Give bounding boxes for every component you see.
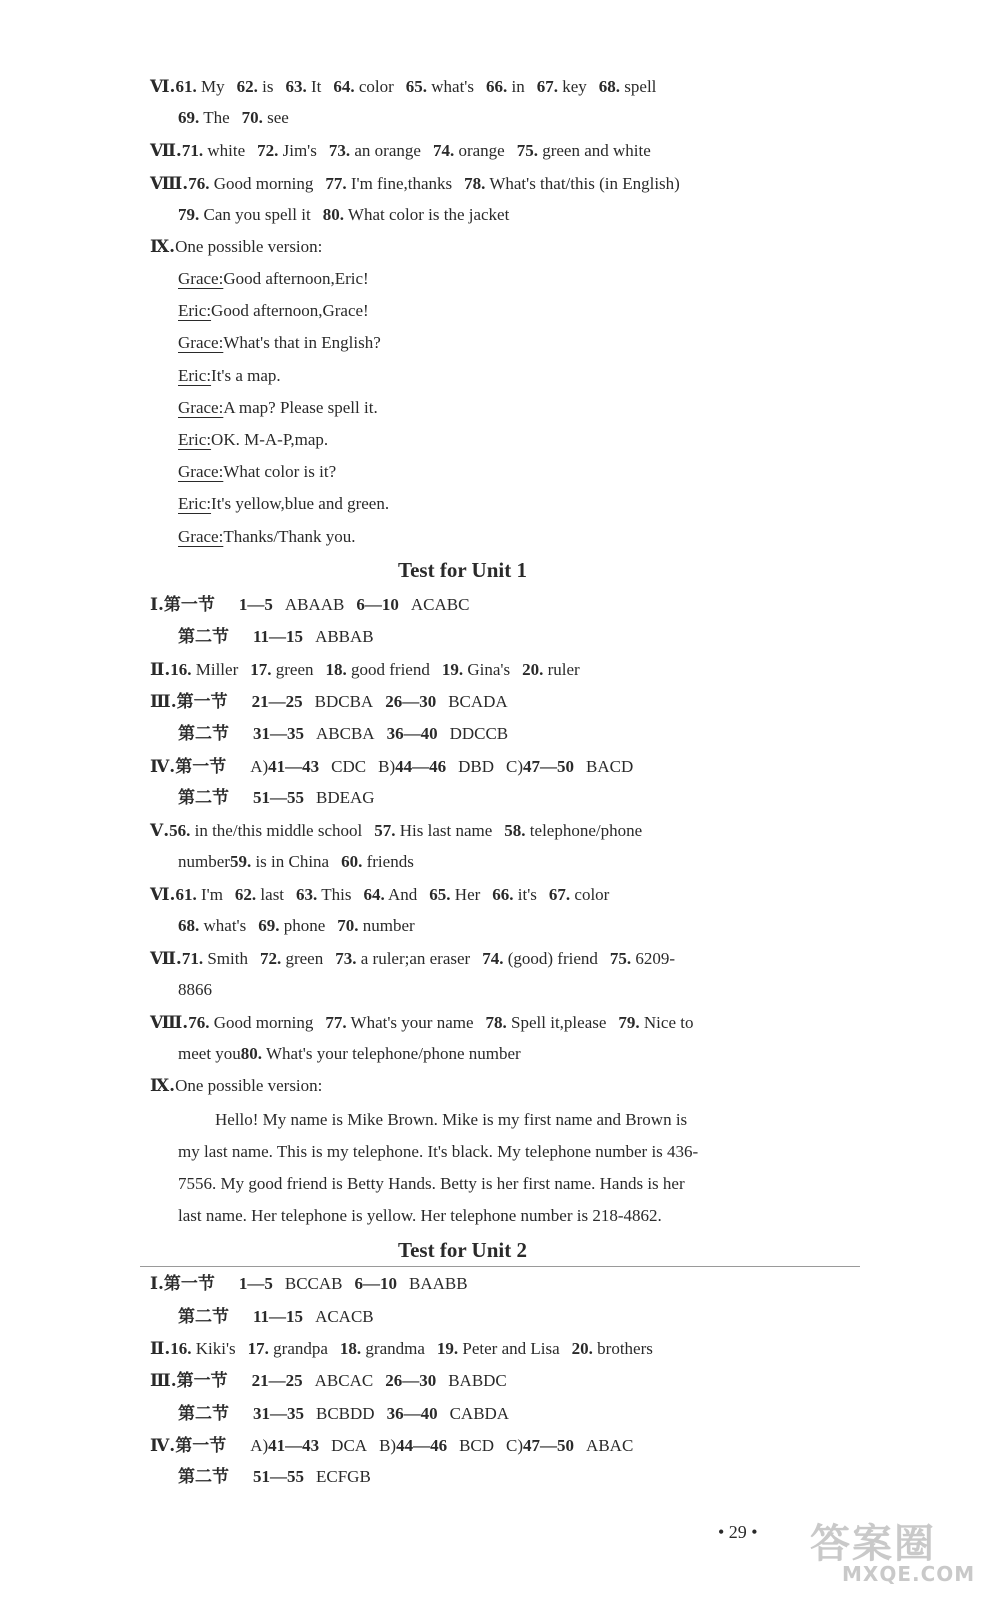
- item-answer: I'm: [196, 885, 223, 904]
- speaker-label: Grace:: [178, 397, 224, 417]
- answer: BCD: [459, 1436, 495, 1455]
- section-label: 第一节: [175, 757, 227, 776]
- answer-list: [182, 141, 663, 160]
- roman-numeral: Ⅵ.: [150, 77, 176, 97]
- watermark-text: 答案圈: [810, 1521, 936, 1567]
- section-label: 第二节: [178, 627, 229, 646]
- item-answer: last: [256, 885, 285, 904]
- range: 47—50: [523, 757, 575, 776]
- roman-numeral: Ⅷ.: [150, 1013, 189, 1033]
- item-number: 65.: [405, 77, 428, 96]
- u1-iii-line2: [178, 723, 508, 745]
- u1-iv-line2: [178, 787, 375, 809]
- version-label: One possible version:: [175, 1076, 323, 1095]
- dialogue-line: [178, 461, 336, 483]
- range: 36—40: [386, 1404, 438, 1423]
- item-answer: This: [317, 885, 352, 904]
- range: 36—40: [386, 724, 438, 743]
- roman-numeral: Ⅸ.: [150, 237, 176, 257]
- watermark-logo: [790, 1512, 990, 1592]
- answer-list: [169, 821, 654, 840]
- u2-iv-line1: [150, 1435, 633, 1457]
- range: 44—46: [396, 1436, 448, 1455]
- continued-text: meet you: [178, 1044, 241, 1063]
- item-number: 76.: [188, 1013, 210, 1032]
- item-answer: in the/this middle school: [190, 821, 363, 840]
- u2-iii-line1: [150, 1370, 507, 1392]
- item-number: 66.: [486, 77, 508, 96]
- item-number: 65.: [429, 885, 451, 904]
- section-label: 第二节: [178, 724, 229, 743]
- item-answer: white: [203, 141, 246, 160]
- roman-numeral: Ⅴ.: [150, 821, 170, 841]
- u2-i-line1: [150, 1273, 468, 1295]
- answer: ABCAC: [314, 1371, 374, 1390]
- part-label: B): [379, 1436, 397, 1455]
- roman-numeral: Ⅳ.: [150, 757, 176, 777]
- item-answer: spell: [620, 77, 657, 96]
- dialogue-text: A map? Please spell it.: [223, 397, 378, 417]
- dialogue-line: [178, 429, 328, 451]
- item-answer: green: [271, 660, 314, 679]
- range: 31—35: [253, 724, 304, 743]
- speaker-label: Eric:: [178, 430, 212, 449]
- item-number: 18.: [339, 1339, 362, 1358]
- item-answer: I'm fine,thanks: [346, 174, 453, 193]
- range: 6—10: [356, 595, 399, 614]
- dialogue-line: [178, 493, 389, 515]
- answer: CDC: [331, 757, 367, 776]
- answer: ABBAB: [315, 627, 374, 646]
- item-number: 19.: [436, 1339, 459, 1358]
- roman-numeral: Ⅳ.: [150, 1436, 176, 1456]
- speaker-label: Eric:: [178, 365, 212, 385]
- part-label: C): [506, 1436, 524, 1455]
- section-label: 第二节: [178, 1404, 229, 1423]
- item-number: 80.: [240, 1044, 263, 1063]
- u1-v-line1: [150, 820, 654, 842]
- dialogue-line: [178, 268, 369, 290]
- range: 21—25: [251, 1371, 303, 1390]
- item-answer: What's your name: [346, 1013, 474, 1032]
- item-number: 63.: [285, 77, 307, 96]
- u2-iii-line2: [178, 1403, 509, 1425]
- continued-text: number: [178, 852, 230, 871]
- item-number: 71.: [181, 949, 204, 968]
- item-number: 69.: [258, 916, 280, 935]
- item-answer: (good) friend: [503, 949, 598, 968]
- range: 21—25: [251, 692, 303, 711]
- dialogue-text: It's yellow,blue and green.: [211, 494, 390, 514]
- answer: BAABB: [409, 1274, 468, 1293]
- u1-ix: [150, 1075, 322, 1097]
- unit2-title: Test for Unit 2: [398, 1238, 527, 1262]
- part-label: C): [506, 757, 524, 776]
- item-number: 77.: [325, 174, 347, 193]
- item-answer: Jim's: [278, 141, 317, 160]
- answer-list: [175, 885, 621, 904]
- item-answer: Peter and Lisa: [458, 1339, 560, 1358]
- range: 31—35: [253, 1404, 304, 1423]
- item-number: 74.: [482, 949, 504, 968]
- answer-list: [175, 77, 668, 96]
- item-number: 73.: [335, 949, 357, 968]
- item-number: 71.: [181, 141, 204, 160]
- item-number: 61.: [175, 77, 197, 96]
- dialogue-text: What's that in English?: [223, 333, 381, 353]
- u1-i-line1: [150, 594, 469, 616]
- item-number: 62.: [236, 77, 258, 96]
- u1-essay-line1: Hello! My name is Mike Brown. Mike is my first name and Brown is: [215, 1110, 688, 1129]
- item-answer: Can you spell it: [199, 205, 311, 224]
- item-answer: color: [570, 885, 610, 904]
- u1-vii-line2: [178, 979, 212, 1001]
- item-answer: brothers: [592, 1339, 653, 1358]
- answer: CABDA: [449, 1404, 510, 1423]
- range: 51—55: [253, 788, 304, 807]
- item-number: 64.: [363, 885, 385, 904]
- range: 26—30: [385, 692, 437, 711]
- roman-numeral: Ⅱ.: [150, 1339, 171, 1359]
- answer: BACD: [586, 757, 634, 776]
- item-number: 58.: [504, 821, 526, 840]
- answer-list: [188, 174, 692, 193]
- speaker-label: Grace:: [178, 526, 224, 546]
- dialogue-line: [178, 397, 378, 419]
- item-answer: What's your telephone/phone number: [262, 1044, 521, 1063]
- answer: DCA: [331, 1436, 368, 1455]
- item-number: 16.: [170, 1339, 192, 1358]
- item-number: 18.: [325, 660, 347, 679]
- item-answer: It: [306, 77, 322, 96]
- item-number: 69.: [178, 108, 200, 127]
- answer-list: [241, 1044, 533, 1063]
- dialogue-line: [178, 300, 369, 322]
- item-number: 79.: [618, 1013, 640, 1032]
- item-answer: grandma: [361, 1339, 425, 1358]
- roman-numeral: Ⅷ.: [150, 174, 189, 194]
- item-answer: 6209-: [631, 949, 676, 968]
- range: 11—15: [253, 627, 304, 646]
- answer: ABAC: [586, 1436, 634, 1455]
- item-answer: Kiki's: [191, 1339, 236, 1358]
- u1-iv-line1: [150, 756, 633, 778]
- dialogue-line: [178, 365, 281, 387]
- item-answer: Gina's: [463, 660, 511, 679]
- range: 51—55: [253, 1467, 304, 1486]
- item-answer: a ruler;an eraser: [356, 949, 471, 968]
- item-answer: Nice to: [639, 1013, 694, 1032]
- item-answer: green and white: [537, 141, 651, 160]
- answer-list: [178, 108, 301, 127]
- roman-numeral: Ⅲ.: [150, 1371, 177, 1391]
- item-number: 72.: [259, 949, 282, 968]
- item-number: 77.: [325, 1013, 347, 1032]
- answer: DDCCB: [449, 724, 509, 743]
- item-number: 80.: [322, 205, 344, 224]
- item-number: 60.: [341, 852, 363, 871]
- roman-numeral: Ⅱ.: [150, 660, 171, 680]
- watermark-domain: MXQE.COM: [842, 1562, 976, 1586]
- item-number: 66.: [492, 885, 514, 904]
- item-answer: His last name: [395, 821, 493, 840]
- item-answer: an orange: [350, 141, 421, 160]
- item-answer: And: [384, 885, 418, 904]
- dialogue-line: [178, 526, 356, 548]
- section-label: 第一节: [176, 692, 228, 711]
- u1-vii-line1: [150, 948, 687, 970]
- answer: DBD: [458, 757, 495, 776]
- item-answer: it's: [513, 885, 537, 904]
- item-number: 63.: [296, 885, 318, 904]
- range: 11—15: [253, 1307, 304, 1326]
- roman-numeral: Ⅶ.: [150, 949, 182, 969]
- item-answer: green: [281, 949, 324, 968]
- range: 6—10: [354, 1274, 398, 1293]
- u1-v-line2: [178, 851, 426, 873]
- item-number: 64.: [333, 77, 355, 96]
- speaker-label: Grace:: [178, 462, 224, 482]
- roman-numeral: Ⅶ.: [150, 141, 182, 161]
- answer: ABAAB: [284, 595, 345, 614]
- item-answer: phone: [279, 916, 326, 935]
- answer: BCCAB: [284, 1274, 343, 1293]
- section-label: 第二节: [178, 1467, 229, 1486]
- u2-i-line2: [178, 1306, 374, 1328]
- range: 44—46: [395, 757, 447, 776]
- item-number: 75.: [516, 141, 538, 160]
- item-number: 62.: [234, 885, 257, 904]
- answer-list: [170, 1339, 665, 1358]
- item-answer: is: [257, 77, 274, 96]
- range: 41—43: [268, 1436, 320, 1455]
- answer: BCBDD: [316, 1404, 375, 1423]
- answer: ABCBA: [316, 724, 375, 743]
- section-label: 第一节: [163, 1274, 215, 1293]
- item-number: 79.: [178, 205, 200, 224]
- item-answer: ruler: [543, 660, 580, 679]
- dialogue-text: It's a map.: [211, 365, 281, 385]
- line-vi-1: [150, 76, 668, 98]
- item-answer: Her: [450, 885, 481, 904]
- item-number: 72.: [257, 141, 279, 160]
- line-vi-2: [178, 107, 301, 129]
- dialogue-text: What color is it?: [223, 462, 337, 482]
- part-label: B): [378, 757, 396, 776]
- answer: BCADA: [448, 692, 508, 711]
- item-number: 76.: [188, 174, 210, 193]
- u1-essay-line4: last name. Her telephone is yellow. Her telephone number is 218-4862.: [178, 1206, 662, 1225]
- answer: ACACB: [315, 1307, 374, 1326]
- item-answer: key: [557, 77, 587, 96]
- item-answer: telephone/phone: [525, 821, 643, 840]
- item-number: 70.: [337, 916, 359, 935]
- answer: ECFGB: [316, 1467, 371, 1486]
- u1-viii-line1: [150, 1012, 705, 1034]
- roman-numeral: Ⅸ.: [150, 1076, 176, 1096]
- item-number: 59.: [229, 852, 252, 871]
- item-number: 20.: [571, 1339, 593, 1358]
- u1-essay-line2: my last name. This is my telephone. It's black. My telephone number is 436-: [178, 1142, 699, 1161]
- unit1-title: Test for Unit 1: [398, 558, 527, 582]
- item-number: 67.: [548, 885, 571, 904]
- item-number: 73.: [328, 141, 351, 160]
- part-label: A): [250, 1436, 269, 1455]
- u1-viii-line2: [178, 1043, 533, 1065]
- answer: ACABC: [410, 595, 470, 614]
- item-answer: grandpa: [268, 1339, 328, 1358]
- answer-list: [178, 205, 521, 224]
- item-number: 17.: [250, 660, 272, 679]
- item-answer: Good morning: [209, 1013, 314, 1032]
- item-answer: in: [507, 77, 525, 96]
- range: 47—50: [523, 1436, 575, 1455]
- range: 41—43: [268, 757, 320, 776]
- divider: [140, 1266, 860, 1267]
- range: 26—30: [385, 1371, 437, 1390]
- item-number: 68.: [598, 77, 621, 96]
- section-label: 第一节: [176, 1371, 228, 1390]
- speaker-label: Grace:: [178, 269, 224, 288]
- dialogue-text: Thanks/Thank you.: [223, 526, 356, 546]
- speaker-label: Eric:: [178, 301, 212, 321]
- item-number: 61.: [175, 885, 197, 904]
- u1-ii: [150, 659, 592, 681]
- answer: BABDC: [448, 1371, 507, 1390]
- speaker-label: Eric:: [178, 494, 212, 514]
- dialogue-text: Good afternoon,Eric!: [223, 269, 369, 288]
- item-answer: Smith: [203, 949, 248, 968]
- item-answer: Miller: [191, 660, 239, 679]
- roman-numeral: Ⅵ.: [150, 885, 176, 905]
- answer: BDEAG: [316, 788, 375, 807]
- answer-list: [170, 660, 591, 679]
- item-answer: what's: [427, 77, 474, 96]
- item-number: 57.: [374, 821, 396, 840]
- page-number: • 29 •: [718, 1522, 758, 1542]
- section-label: 第二节: [178, 1307, 229, 1326]
- item-answer: what's: [199, 916, 247, 935]
- item-answer: What's that/this (in English): [485, 174, 680, 193]
- item-answer: My: [196, 77, 225, 96]
- u1-essay-line3: 7556. My good friend is Betty Hands. Betty is her first name. Hands is her: [178, 1174, 685, 1193]
- item-number: 68.: [178, 916, 200, 935]
- item-number: 78.: [485, 1013, 507, 1032]
- section-label: 第一节: [175, 1436, 227, 1455]
- range: 1—5: [238, 595, 273, 614]
- roman-numeral: Ⅰ.: [150, 595, 164, 615]
- item-number: 19.: [441, 660, 464, 679]
- item-answer: good friend: [346, 660, 430, 679]
- speaker-label: Grace:: [178, 333, 224, 353]
- item-answer: What color is the jacket: [343, 205, 510, 224]
- item-number: 75.: [609, 949, 632, 968]
- item-number: 74.: [432, 141, 455, 160]
- answer: BDCBA: [314, 692, 374, 711]
- item-number: 78.: [464, 174, 486, 193]
- line-viii-1: [150, 173, 692, 195]
- roman-numeral: Ⅰ.: [150, 1274, 164, 1294]
- item-answer: color: [354, 77, 394, 96]
- answer-list: [230, 852, 426, 871]
- dialogue-line: [178, 332, 381, 354]
- line-vii: [150, 140, 663, 162]
- item-answer: orange: [454, 141, 505, 160]
- item-number: 56.: [169, 821, 191, 840]
- item-answer: The: [199, 108, 230, 127]
- item-number: 16.: [170, 660, 192, 679]
- item-number: 70.: [241, 108, 263, 127]
- section-label: 第二节: [178, 788, 229, 807]
- u2-iv-line2: [178, 1466, 371, 1488]
- u1-vi-line2: [178, 915, 427, 937]
- item-number: 20.: [522, 660, 544, 679]
- range: 1—5: [238, 1274, 273, 1293]
- dialogue-text: Good afternoon,Grace!: [211, 301, 369, 321]
- answer-list: [182, 949, 687, 968]
- line-ix: [150, 236, 322, 258]
- u1-i-line2: [178, 626, 374, 648]
- item-number: 67.: [536, 77, 558, 96]
- item-answer: is in China: [251, 852, 330, 871]
- u1-iii-line1: [150, 691, 508, 713]
- item-answer: Good morning: [209, 174, 314, 193]
- roman-numeral: Ⅲ.: [150, 692, 177, 712]
- item-answer: see: [262, 108, 289, 127]
- answer-list: [188, 1013, 705, 1032]
- item-answer: Spell it,please: [506, 1013, 607, 1032]
- line-viii-2: [178, 204, 521, 226]
- section-label: 第一节: [163, 595, 215, 614]
- part-label: A): [250, 757, 269, 776]
- u2-ii: [150, 1338, 665, 1360]
- continued-text: 8866: [178, 980, 212, 999]
- item-answer: number: [358, 916, 415, 935]
- dialogue-text: OK. M-A-P,map.: [211, 430, 329, 449]
- answer-list: [178, 916, 427, 935]
- item-number: 17.: [247, 1339, 269, 1358]
- version-label: One possible version:: [175, 237, 323, 256]
- item-answer: friends: [362, 852, 414, 871]
- u1-vi-line1: [150, 884, 621, 906]
